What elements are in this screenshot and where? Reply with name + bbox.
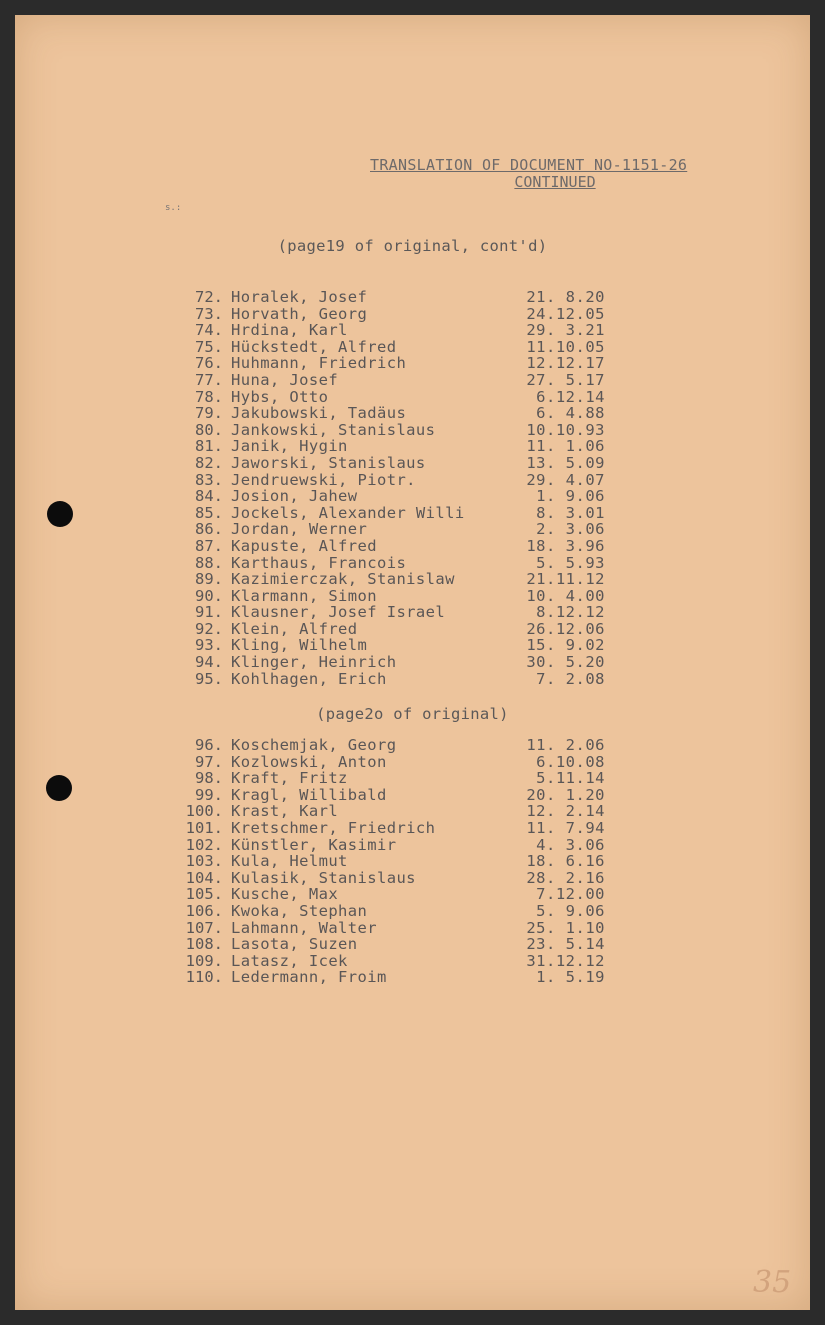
- entry-date: 20. 1.20: [526, 785, 605, 804]
- entry-name: Horvath, Georg: [231, 305, 368, 323]
- entry-number: 110.: [185, 968, 223, 987]
- list-item: [165, 422, 605, 439]
- list-item: [165, 455, 605, 472]
- list-item: [165, 820, 605, 837]
- entry-date: 6. 4.88: [536, 404, 605, 423]
- entry-name: Jankowski, Stanislaus: [231, 421, 436, 439]
- entry-date: 7.12.00: [536, 885, 605, 904]
- entry-name: Kraft, Fritz: [231, 770, 348, 787]
- page20-label: (page2o of original): [316, 705, 509, 723]
- list-item: [165, 588, 605, 605]
- list-item: [165, 405, 605, 422]
- list-item: [165, 339, 605, 356]
- entry-name: Lahmann, Walter: [231, 919, 377, 937]
- list-item: [165, 853, 605, 870]
- corner-mark: s.:: [165, 203, 182, 213]
- entry-date: 13. 5.09: [526, 453, 605, 472]
- entry-name: Horalek, Josef: [231, 289, 368, 306]
- entry-number: 94.: [195, 653, 223, 672]
- entry-date: 10. 4.00: [526, 586, 605, 605]
- entry-date: 29. 3.21: [526, 321, 605, 340]
- entry-date: 5. 5.93: [536, 553, 605, 572]
- list-item: [165, 621, 605, 638]
- list-item: [165, 737, 605, 754]
- entry-name: Hybs, Otto: [231, 388, 329, 406]
- entry-name: Kragl, Willibald: [231, 786, 387, 804]
- entry-name: Lasota, Suzen: [231, 936, 358, 953]
- entry-name: Kohlhagen, Erich: [231, 670, 387, 688]
- list-item: [165, 837, 605, 854]
- entry-number: 91.: [195, 603, 223, 622]
- list-item: [165, 355, 605, 372]
- entry-number: 87.: [195, 536, 223, 555]
- entry-number: 101.: [185, 818, 223, 837]
- entry-number: 85.: [195, 503, 223, 522]
- entry-date: 18. 6.16: [526, 852, 605, 871]
- entry-date: 4. 3.06: [536, 835, 605, 854]
- page19-label: (page19 of original, cont'd): [277, 237, 548, 255]
- entry-number: 75.: [195, 337, 223, 356]
- entry-name: Janik, Hygin: [231, 438, 348, 455]
- entry-date: 5.11.14: [536, 769, 605, 788]
- entry-number: 93.: [195, 636, 223, 655]
- entry-name: Jendruewski, Piotr.: [231, 471, 416, 489]
- list-item: [165, 571, 605, 588]
- entry-name: Karthaus, Francois: [231, 554, 407, 572]
- list-item: [165, 920, 605, 937]
- entry-date: 11. 2.06: [526, 736, 605, 754]
- name-list-section1: [165, 289, 605, 687]
- entry-number: 103.: [185, 852, 223, 871]
- entry-date: 8.12.12: [536, 603, 605, 622]
- entry-date: 5. 9.06: [536, 901, 605, 920]
- entry-name: Kwoka, Stephan: [231, 902, 368, 920]
- list-item: [165, 969, 605, 986]
- entry-name: Jakubowski, Tadäus: [231, 405, 407, 422]
- punch-hole: [47, 501, 73, 527]
- entry-name: Kazimierczak, Stanislaw: [231, 571, 455, 588]
- entry-name: Hückstedt, Alfred: [231, 338, 397, 356]
- list-item: [165, 488, 605, 505]
- entry-number: 106.: [185, 901, 223, 920]
- entry-number: 84.: [195, 487, 223, 506]
- entry-number: 77.: [195, 370, 223, 389]
- entry-number: 76.: [195, 354, 223, 373]
- entry-number: 80.: [195, 420, 223, 439]
- entry-number: 82.: [195, 453, 223, 472]
- entry-name: Krast, Karl: [231, 803, 339, 820]
- list-item: [165, 886, 605, 903]
- list-item: [165, 306, 605, 323]
- list-item: [165, 754, 605, 771]
- entry-number: 86.: [195, 520, 223, 539]
- entry-date: 31.12.12: [526, 951, 605, 970]
- entry-date: 11.10.05: [526, 337, 605, 356]
- list-item: [165, 555, 605, 572]
- document-page: [15, 15, 810, 1310]
- entry-date: 21. 8.20: [526, 288, 605, 306]
- entry-name: Künstler, Kasimir: [231, 836, 397, 854]
- entry-date: 12. 2.14: [526, 802, 605, 821]
- list-item: [165, 787, 605, 804]
- entry-date: 25. 1.10: [526, 918, 605, 937]
- entry-date: 23. 5.14: [526, 935, 605, 954]
- entry-number: 95.: [195, 669, 223, 688]
- entry-name: Kling, Wilhelm: [231, 637, 368, 655]
- entry-date: 29. 4.07: [526, 470, 605, 489]
- list-item: [165, 538, 605, 555]
- entry-date: 8. 3.01: [536, 503, 605, 522]
- entry-number: 102.: [185, 835, 223, 854]
- entry-number: 107.: [185, 918, 223, 937]
- entry-date: 6.12.14: [536, 387, 605, 406]
- entry-number: 83.: [195, 470, 223, 489]
- list-item: [165, 654, 605, 671]
- list-item: [165, 505, 605, 522]
- entry-name: Koschemjak, Georg: [231, 737, 397, 754]
- list-item: [165, 671, 605, 688]
- entry-number: 104.: [185, 868, 223, 887]
- entry-date: 28. 2.16: [526, 868, 605, 887]
- list-item: [165, 770, 605, 787]
- entry-name: Klausner, Josef Israel: [231, 604, 446, 621]
- entry-date: 26.12.06: [526, 619, 605, 638]
- entry-number: 97.: [195, 752, 223, 771]
- header-title: TRANSLATION OF DOCUMENT NO-1151-26: [370, 156, 688, 174]
- entry-number: 90.: [195, 586, 223, 605]
- entry-number: 88.: [195, 553, 223, 572]
- entry-date: 12.12.17: [526, 354, 605, 373]
- list-item: [165, 903, 605, 920]
- entry-date: 7. 2.08: [536, 669, 605, 688]
- entry-number: 108.: [185, 935, 223, 954]
- entry-date: 1. 9.06: [536, 487, 605, 506]
- entry-name: Huna, Josef: [231, 371, 339, 389]
- entry-name: Kula, Helmut: [231, 853, 348, 870]
- entry-date: 10.10.93: [526, 420, 605, 439]
- entry-date: 24.12.05: [526, 304, 605, 323]
- list-item: [165, 389, 605, 406]
- entry-name: Josion, Jahew: [231, 488, 358, 505]
- entry-date: 1. 5.19: [536, 968, 605, 987]
- entry-date: 30. 5.20: [526, 653, 605, 672]
- list-item: [165, 372, 605, 389]
- entry-name: Klein, Alfred: [231, 620, 358, 638]
- entry-date: 27. 5.17: [526, 370, 605, 389]
- list-item: [165, 803, 605, 820]
- entry-name: Hrdina, Karl: [231, 322, 348, 339]
- list-item: [165, 438, 605, 455]
- entry-name: Kretschmer, Friedrich: [231, 819, 436, 837]
- entry-number: 79.: [195, 404, 223, 423]
- entry-name: Klinger, Heinrich: [231, 654, 397, 671]
- header-continued: CONTINUED: [514, 173, 596, 191]
- entry-number: 109.: [185, 951, 223, 970]
- list-item: [165, 289, 605, 306]
- entry-number: 100.: [185, 802, 223, 821]
- punch-hole: [46, 775, 72, 801]
- entry-number: 72.: [195, 288, 223, 306]
- entry-name: Ledermann, Froim: [231, 969, 387, 986]
- entry-number: 74.: [195, 321, 223, 340]
- entry-name: Jockels, Alexander Willi: [231, 504, 465, 522]
- entry-number: 98.: [195, 769, 223, 788]
- list-item: [165, 936, 605, 953]
- list-item: [165, 637, 605, 654]
- entry-number: 92.: [195, 619, 223, 638]
- page-number: 35: [753, 1265, 792, 1300]
- entry-name: Jordan, Werner: [231, 521, 368, 538]
- entry-number: 105.: [185, 885, 223, 904]
- list-item: [165, 604, 605, 621]
- list-item: [165, 521, 605, 538]
- list-item: [165, 322, 605, 339]
- entry-name: Kusche, Max: [231, 886, 339, 903]
- entry-date: 21.11.12: [526, 570, 605, 589]
- entry-number: 78.: [195, 387, 223, 406]
- entry-name: Latasz, Icek: [231, 952, 348, 970]
- entry-name: Huhmann, Friedrich: [231, 355, 407, 372]
- list-item: [165, 870, 605, 887]
- entry-name: Klarmann, Simon: [231, 587, 377, 605]
- entry-number: 99.: [195, 785, 223, 804]
- name-list-section2: [165, 737, 605, 986]
- entry-date: 2. 3.06: [536, 520, 605, 539]
- entry-name: Kozlowski, Anton: [231, 753, 387, 771]
- entry-date: 11. 1.06: [526, 437, 605, 456]
- entry-date: 15. 9.02: [526, 636, 605, 655]
- entry-name: Kapuste, Alfred: [231, 537, 377, 555]
- document-header: [370, 157, 740, 191]
- entry-date: 11. 7.94: [526, 818, 605, 837]
- entry-number: 73.: [195, 304, 223, 323]
- entry-number: 96.: [195, 736, 223, 754]
- entry-number: 81.: [195, 437, 223, 456]
- list-item: [165, 472, 605, 489]
- entry-number: 89.: [195, 570, 223, 589]
- list-item: [165, 953, 605, 970]
- entry-date: 18. 3.96: [526, 536, 605, 555]
- entry-name: Kulasik, Stanislaus: [231, 869, 416, 887]
- entry-name: Jaworski, Stanislaus: [231, 454, 426, 472]
- entry-date: 6.10.08: [536, 752, 605, 771]
